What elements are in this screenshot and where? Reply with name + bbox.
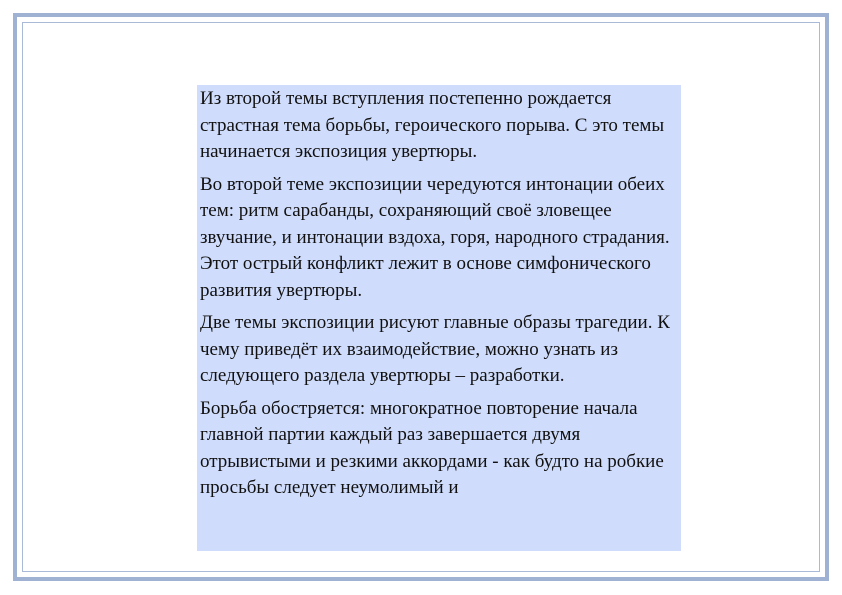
text-block [197,85,681,551]
paragraph-4: Борьба обостряется: многократное повторение начала главной партии каждый раз завершается двумя отрывистыми и резкими аккордами - как будто на робкие просьбы следует неумолимый и [200,397,664,498]
paragraph-1: Из второй темы вступления постепенно рождается страстная тема борьбы, героического порыва. С это темы начинается экспозиция увертюры. [200,88,665,162]
paragraph-2: Во второй теме экспозиции чередуются интонации обеих тем: ритм сарабанды, сохраняющий своё зловещее звучание, и интонации вздоха, горя, народного страдания. Этот острый конфликт лежит в основе симфонического развития увертюры. [200,173,670,301]
paragraph-3: Две темы экспозиции рисуют главные образы трагедии. К чему приведёт их взаимодействие, можно узнать из следующего раздела увертюры – разработки. [200,312,670,386]
